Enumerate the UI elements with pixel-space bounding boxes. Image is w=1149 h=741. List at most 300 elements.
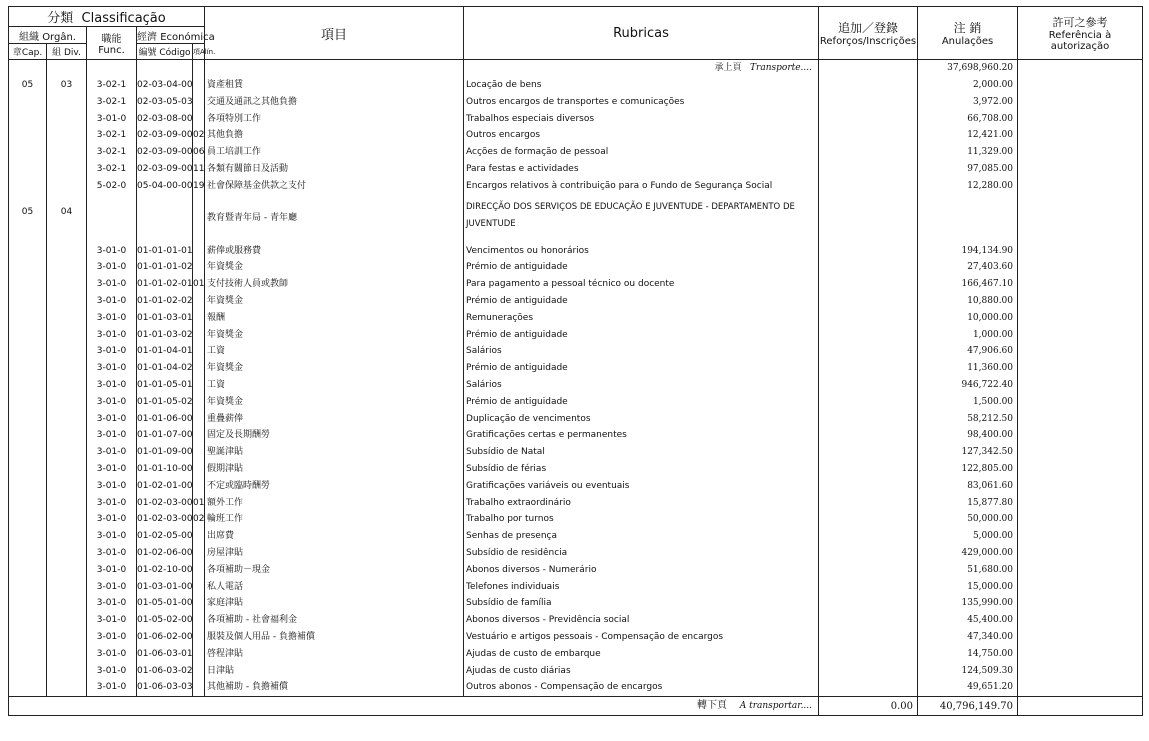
func-cell: 3-02-1 — [87, 77, 137, 94]
div-cell — [47, 679, 87, 696]
item-zh-cell: 年資獎金 — [205, 360, 464, 377]
alin-cell — [193, 629, 205, 646]
amount-cell: 946,722.40 — [918, 377, 1018, 394]
item-zh-cell: 工資 — [205, 377, 464, 394]
reforcos-cell — [819, 528, 918, 545]
item-zh-cell: 各項補助 - 社會福利金 — [205, 612, 464, 629]
func-cell: 3-01-0 — [87, 595, 137, 612]
item-zh-cell: 支付技術人員或教師 — [205, 276, 464, 293]
func-cell: 3-02-1 — [87, 161, 137, 178]
cap-cell — [9, 461, 47, 478]
func-cell: 5-02-0 — [87, 178, 137, 195]
table-row — [9, 612, 1143, 629]
func-cell: 3-01-0 — [87, 511, 137, 528]
referencia-cell — [1018, 511, 1143, 528]
div-cell — [47, 360, 87, 377]
alin-cell: 01 — [193, 276, 205, 293]
code-cell: 01-06-03-02 — [137, 663, 193, 680]
alin-cell — [193, 562, 205, 579]
code-cell: 01-01-01-02 — [137, 259, 193, 276]
cap-cell — [9, 178, 47, 195]
amount-cell: 3,972.00 — [918, 94, 1018, 111]
amount-cell: 11,329.00 — [918, 144, 1018, 161]
code-cell: 02-03-09-00 — [137, 144, 193, 161]
func-cell: 3-01-0 — [87, 276, 137, 293]
div-cell — [47, 629, 87, 646]
rubrica-cell: Prémio de antiguidade — [464, 360, 819, 377]
code-cell: 01-06-02-00 — [137, 629, 193, 646]
item-zh-cell: 其他負擔 — [205, 127, 464, 144]
department-div: 04 — [47, 195, 87, 243]
reforcos-cell — [819, 310, 918, 327]
reforcos-cell — [819, 327, 918, 344]
code-cell: 01-06-03-01 — [137, 646, 193, 663]
referencia-cell — [1018, 478, 1143, 495]
div-cell — [47, 243, 87, 260]
referencia-cell — [1018, 528, 1143, 545]
item-zh-cell: 啓程津貼 — [205, 646, 464, 663]
item-zh-cell: 年資獎金 — [205, 259, 464, 276]
table-row — [9, 427, 1143, 444]
table-row — [9, 243, 1143, 260]
amount-cell: 47,906.60 — [918, 343, 1018, 360]
referencia-header: 許可之參考 Referência à autorização — [1018, 7, 1143, 60]
div-cell — [47, 394, 87, 411]
rubrica-cell: Prémio de antiguidade — [464, 293, 819, 310]
reforcos-cell — [819, 663, 918, 680]
reforcos-cell — [819, 646, 918, 663]
transport-in-amount: 37,698,960.20 — [918, 60, 1018, 78]
amount-cell: 58,212.50 — [918, 411, 1018, 428]
alin-cell — [193, 77, 205, 94]
rubrica-cell: Outros encargos — [464, 127, 819, 144]
div-cell — [47, 495, 87, 512]
table-row — [9, 495, 1143, 512]
item-zh-cell: 工資 — [205, 343, 464, 360]
code-cell: 01-01-04-02 — [137, 360, 193, 377]
div-header: 組 Div. — [47, 44, 87, 60]
cap-cell — [9, 411, 47, 428]
department-cap: 05 — [9, 195, 47, 243]
cap-cell — [9, 377, 47, 394]
div-cell — [47, 411, 87, 428]
div-cell — [47, 444, 87, 461]
func-cell: 3-01-0 — [87, 612, 137, 629]
alin-cell — [193, 243, 205, 260]
table-row — [9, 259, 1143, 276]
alin-cell: 01 — [193, 495, 205, 512]
rubrica-cell: Trabalho extraordinário — [464, 495, 819, 512]
cap-cell — [9, 528, 47, 545]
rubrica-cell: Telefones individuais — [464, 579, 819, 596]
func-cell: 3-01-0 — [87, 545, 137, 562]
alin-cell: 02 — [193, 127, 205, 144]
amount-cell: 47,340.00 — [918, 629, 1018, 646]
alin-cell — [193, 111, 205, 128]
referencia-cell — [1018, 444, 1143, 461]
func-cell: 3-01-0 — [87, 243, 137, 260]
referencia-cell — [1018, 629, 1143, 646]
div-cell — [47, 310, 87, 327]
table-row — [9, 579, 1143, 596]
code-cell: 01-02-01-00 — [137, 478, 193, 495]
cap-cell — [9, 243, 47, 260]
cap-cell — [9, 144, 47, 161]
code-cell: 02-03-04-00 — [137, 77, 193, 94]
code-cell: 01-01-03-01 — [137, 310, 193, 327]
div-cell — [47, 144, 87, 161]
func-cell: 3-01-0 — [87, 444, 137, 461]
referencia-cell — [1018, 679, 1143, 696]
rubrica-cell: Salários — [464, 377, 819, 394]
reforcos-cell — [819, 161, 918, 178]
cap-cell — [9, 276, 47, 293]
rubrica-cell: Abonos diversos - Numerário — [464, 562, 819, 579]
reforcos-cell — [819, 77, 918, 94]
item-zh-cell: 社會保障基金供款之支付 — [205, 178, 464, 195]
func-cell: 3-01-0 — [87, 579, 137, 596]
rubrica-cell: Salários — [464, 343, 819, 360]
item-zh-cell: 私人電話 — [205, 579, 464, 596]
cap-cell — [9, 94, 47, 111]
rubrica-cell: Acções de formação de pessoal — [464, 144, 819, 161]
budget-table — [8, 6, 1143, 716]
alin-cell — [193, 444, 205, 461]
reforcos-cell — [819, 427, 918, 444]
code-cell: 01-02-05-00 — [137, 528, 193, 545]
cap-cell — [9, 310, 47, 327]
cap-cell — [9, 394, 47, 411]
rubrica-cell: Ajudas de custo de embarque — [464, 646, 819, 663]
reforcos-cell — [819, 111, 918, 128]
code-cell: 01-02-03-00 — [137, 495, 193, 512]
alin-cell — [193, 461, 205, 478]
table-row — [9, 377, 1143, 394]
referencia-cell — [1018, 343, 1143, 360]
code-cell: 05-04-00-00 — [137, 178, 193, 195]
cap-cell — [9, 579, 47, 596]
department-name-zh: 教育暨青年局 - 青年廳 — [205, 195, 464, 243]
rubrica-cell: Gratificações variáveis ou eventuais — [464, 478, 819, 495]
reforcos-cell — [819, 562, 918, 579]
item-zh-cell: 家庭津貼 — [205, 595, 464, 612]
cap-cell — [9, 511, 47, 528]
rubrica-cell: Prémio de antiguidade — [464, 327, 819, 344]
alin-cell: 19 — [193, 178, 205, 195]
cap-cell — [9, 679, 47, 696]
rubrica-cell: Ajudas de custo diárias — [464, 663, 819, 680]
cap-cell — [9, 127, 47, 144]
table-row — [9, 77, 1143, 94]
amount-cell: 15,000.00 — [918, 579, 1018, 596]
div-cell — [47, 161, 87, 178]
table-row — [9, 679, 1143, 696]
func-cell: 3-01-0 — [87, 427, 137, 444]
alin-cell: 06 — [193, 144, 205, 161]
alin-header: 項Alín. — [193, 44, 205, 60]
item-zh-cell: 重疊薪俸 — [205, 411, 464, 428]
alin-cell — [193, 377, 205, 394]
div-cell — [47, 545, 87, 562]
amount-cell: 124,509.30 — [918, 663, 1018, 680]
func-cell: 3-01-0 — [87, 646, 137, 663]
reforcos-cell — [819, 259, 918, 276]
div-cell — [47, 293, 87, 310]
alin-cell — [193, 310, 205, 327]
cap-header: 章Cap. — [9, 44, 47, 60]
amount-cell: 2,000.00 — [918, 77, 1018, 94]
table-row — [9, 327, 1143, 344]
reforcos-cell — [819, 612, 918, 629]
code-cell: 01-01-05-02 — [137, 394, 193, 411]
rubrica-cell: Senhas de presença — [464, 528, 819, 545]
div-cell — [47, 127, 87, 144]
cap-cell — [9, 646, 47, 663]
code-cell: 01-01-02-01 — [137, 276, 193, 293]
table-row — [9, 310, 1143, 327]
alin-cell — [193, 293, 205, 310]
referencia-cell — [1018, 259, 1143, 276]
transport-out-amount: 40,796,149.70 — [918, 697, 1018, 716]
referencia-cell — [1018, 111, 1143, 128]
item-zh-cell: 出席費 — [205, 528, 464, 545]
transport-out-reforcos: 0.00 — [819, 697, 918, 716]
table-row — [9, 444, 1143, 461]
amount-cell: 98,400.00 — [918, 427, 1018, 444]
rubrica-cell: Gratificações certas e permanentes — [464, 427, 819, 444]
div-cell — [47, 111, 87, 128]
code-cell: 01-03-01-00 — [137, 579, 193, 596]
alin-cell — [193, 411, 205, 428]
code-cell: 01-01-02-02 — [137, 293, 193, 310]
item-zh-cell: 交通及通訊之其他負擔 — [205, 94, 464, 111]
referencia-cell — [1018, 595, 1143, 612]
amount-cell: 135,990.00 — [918, 595, 1018, 612]
alin-cell — [193, 478, 205, 495]
reforcos-cell — [819, 127, 918, 144]
rubrica-cell: Remunerações — [464, 310, 819, 327]
div-cell — [47, 579, 87, 596]
reforcos-cell — [819, 444, 918, 461]
alin-cell — [193, 579, 205, 596]
reforcos-cell — [819, 293, 918, 310]
rubrica-cell: Subsídio de família — [464, 595, 819, 612]
item-zh-cell: 年資獎金 — [205, 293, 464, 310]
amount-cell: 97,085.00 — [918, 161, 1018, 178]
code-cell: 01-01-03-02 — [137, 327, 193, 344]
cap-cell — [9, 663, 47, 680]
func-cell: 3-02-1 — [87, 127, 137, 144]
referencia-cell — [1018, 562, 1143, 579]
item-zh-cell: 房屋津貼 — [205, 545, 464, 562]
amount-cell: 83,061.60 — [918, 478, 1018, 495]
referencia-cell — [1018, 243, 1143, 260]
table-row — [9, 663, 1143, 680]
code-cell: 01-02-03-00 — [137, 511, 193, 528]
rubrica-cell: Trabalhos especiais diversos — [464, 111, 819, 128]
div-cell — [47, 327, 87, 344]
classificacao-header: 分類 Classificação — [9, 7, 205, 27]
amount-cell: 5,000.00 — [918, 528, 1018, 545]
func-cell: 3-01-0 — [87, 461, 137, 478]
referencia-cell — [1018, 495, 1143, 512]
div-cell — [47, 478, 87, 495]
rubrica-cell: Outros abonos - Compensação de encargos — [464, 679, 819, 696]
func-cell: 3-01-0 — [87, 478, 137, 495]
reforcos-cell — [819, 360, 918, 377]
cap-cell — [9, 612, 47, 629]
department-name-pt: DIRECÇÃO DOS SERVIÇOS DE EDUCAÇÃO E JUVENTUDE - DEPARTAMENTO DE JUVENTUDE — [464, 195, 819, 243]
div-cell — [47, 427, 87, 444]
referencia-cell — [1018, 127, 1143, 144]
department-row — [9, 195, 1143, 243]
amount-cell: 49,651.20 — [918, 679, 1018, 696]
alin-cell — [193, 663, 205, 680]
func-cell: 3-01-0 — [87, 394, 137, 411]
func-cell: 3-01-0 — [87, 679, 137, 696]
cap-cell — [9, 427, 47, 444]
transport-out-row — [9, 697, 1143, 716]
alin-cell — [193, 528, 205, 545]
func-cell: 3-02-1 — [87, 94, 137, 111]
amount-cell: 12,421.00 — [918, 127, 1018, 144]
amount-cell: 166,467.10 — [918, 276, 1018, 293]
reforcos-cell — [819, 276, 918, 293]
referencia-cell — [1018, 327, 1143, 344]
item-zh-cell: 固定及長期酬勞 — [205, 427, 464, 444]
rubrica-cell: Para pagamento a pessoal técnico ou docente — [464, 276, 819, 293]
rubrica-cell: Outros encargos de transportes e comunicações — [464, 94, 819, 111]
reforcos-cell — [819, 377, 918, 394]
table-row — [9, 161, 1143, 178]
table-row — [9, 343, 1143, 360]
reforcos-cell — [819, 595, 918, 612]
code-cell: 01-01-09-00 — [137, 444, 193, 461]
item-zh-cell: 輪班工作 — [205, 511, 464, 528]
table-row — [9, 461, 1143, 478]
item-zh-cell: 年資獎金 — [205, 394, 464, 411]
item-zh-cell: 聖誕津貼 — [205, 444, 464, 461]
func-cell: 3-01-0 — [87, 663, 137, 680]
cap-cell — [9, 161, 47, 178]
func-cell: 3-01-0 — [87, 411, 137, 428]
referencia-cell — [1018, 178, 1143, 195]
code-cell: 01-01-05-01 — [137, 377, 193, 394]
code-cell: 01-05-02-00 — [137, 612, 193, 629]
reforcos-cell — [819, 629, 918, 646]
organica-header: 組織 Orgân. — [9, 27, 87, 44]
func-cell: 3-01-0 — [87, 343, 137, 360]
referencia-cell — [1018, 360, 1143, 377]
table-row — [9, 629, 1143, 646]
rubrica-cell: Subsídio de Natal — [464, 444, 819, 461]
item-zh-cell: 員工培訓工作 — [205, 144, 464, 161]
amount-cell: 127,342.50 — [918, 444, 1018, 461]
table-row — [9, 511, 1143, 528]
alin-cell — [193, 259, 205, 276]
amount-cell: 429,000.00 — [918, 545, 1018, 562]
item-zh-cell: 各項補助－現金 — [205, 562, 464, 579]
code-cell: 01-01-04-01 — [137, 343, 193, 360]
referencia-cell — [1018, 394, 1143, 411]
alin-cell — [193, 595, 205, 612]
referencia-cell — [1018, 94, 1143, 111]
rubrica-cell: Locação de bens — [464, 77, 819, 94]
cap-cell — [9, 111, 47, 128]
div-cell: 03 — [47, 77, 87, 94]
rubrica-cell: Subsídio de férias — [464, 461, 819, 478]
div-cell — [47, 377, 87, 394]
code-cell: 01-01-10-00 — [137, 461, 193, 478]
func-cell: 3-02-1 — [87, 144, 137, 161]
func-cell: 3-01-0 — [87, 562, 137, 579]
div-cell — [47, 612, 87, 629]
code-cell: 01-01-01-01 — [137, 243, 193, 260]
table-row — [9, 94, 1143, 111]
table-row — [9, 562, 1143, 579]
referencia-cell — [1018, 411, 1143, 428]
reforcos-cell — [819, 343, 918, 360]
reforcos-cell — [819, 478, 918, 495]
reforcos-cell — [819, 243, 918, 260]
code-cell: 01-06-03-03 — [137, 679, 193, 696]
referencia-cell — [1018, 310, 1143, 327]
table-row — [9, 360, 1143, 377]
div-cell — [47, 259, 87, 276]
code-cell: 02-03-08-00 — [137, 111, 193, 128]
table-row — [9, 394, 1143, 411]
alin-cell — [193, 545, 205, 562]
item-zh-cell: 不定或臨時酬勞 — [205, 478, 464, 495]
budget-page — [8, 6, 1142, 734]
rubrica-cell: Vencimentos ou honorários — [464, 243, 819, 260]
item-zh-cell: 服裝及個人用品 - 負擔補償 — [205, 629, 464, 646]
rubrica-cell: Para festas e actividades — [464, 161, 819, 178]
economica-header: 經濟 Económica — [137, 27, 205, 44]
item-zh-cell: 薪俸或服務費 — [205, 243, 464, 260]
amount-cell: 15,877.80 — [918, 495, 1018, 512]
alin-cell — [193, 427, 205, 444]
amount-cell: 66,708.00 — [918, 111, 1018, 128]
div-cell — [47, 343, 87, 360]
cap-cell — [9, 327, 47, 344]
code-cell: 01-02-06-00 — [137, 545, 193, 562]
rubrica-cell: Prémio de antiguidade — [464, 394, 819, 411]
code-cell: 01-02-10-00 — [137, 562, 193, 579]
referencia-cell — [1018, 646, 1143, 663]
transport-in-label: 承上頁 Transporte.... — [464, 60, 819, 78]
reforcos-cell — [819, 495, 918, 512]
func-cell: 3-01-0 — [87, 377, 137, 394]
div-cell — [47, 511, 87, 528]
func-cell: 3-01-0 — [87, 528, 137, 545]
reforcos-cell — [819, 394, 918, 411]
referencia-cell — [1018, 461, 1143, 478]
div-cell — [47, 663, 87, 680]
transport-in-row — [9, 60, 1143, 78]
amount-cell: 11,360.00 — [918, 360, 1018, 377]
item-zh-cell: 假期津貼 — [205, 461, 464, 478]
reforcos-cell — [819, 579, 918, 596]
item-zh-cell: 日津貼 — [205, 663, 464, 680]
item-zh-header: 項目 — [205, 7, 464, 60]
alin-cell — [193, 679, 205, 696]
alin-cell — [193, 343, 205, 360]
table-row — [9, 545, 1143, 562]
func-cell: 3-01-0 — [87, 360, 137, 377]
codigo-header: 編號 Código — [137, 44, 193, 60]
amount-cell: 14,750.00 — [918, 646, 1018, 663]
